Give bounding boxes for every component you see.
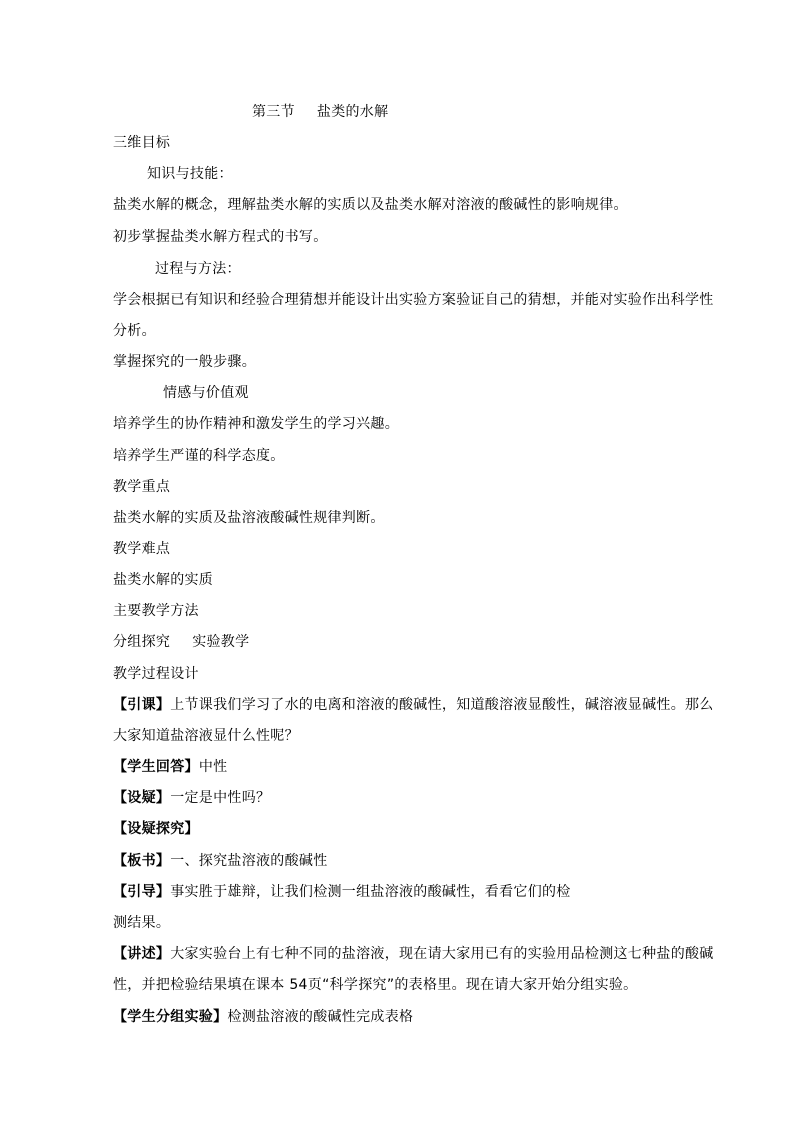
key-points-heading: 教学重点 [113, 479, 171, 495]
process-method-item-2: 掌握探究的一般步骤。 [113, 354, 256, 370]
process-design-heading: 教学过程设计 [113, 666, 199, 682]
section-topic: 盐类的水解 [316, 104, 389, 120]
answer-text: 中性 [198, 759, 228, 775]
key-points-text: 盐类水解的实质及盐溶液酸碱性规律判断。 [113, 510, 385, 526]
knowledge-heading: 知识与技能： [147, 166, 233, 182]
guide-tag: 【引导】 [113, 884, 171, 900]
intro-tag: 【引课】 [113, 697, 171, 713]
intro-text-a: 上节课我们学习了水的电离和溶液的酸碱性，知道酸溶液显酸性，碱溶液显碱性。那么 [170, 697, 714, 713]
process-method-item-1a: 学会根据已有知识和经验合理猜想并能设计出实验方案验证自己的猜想，并能对实验作出科学性 [113, 292, 714, 308]
method-item-1: 分组探究 [113, 634, 171, 650]
emotion-item-1: 培养学生的协作精神和激发学生的学习兴趣。 [113, 416, 399, 432]
explain-text-b: 性，并把检验结果填在课本 54页“科学探究”的表格里。现在请大家开始分组实验。 [113, 977, 638, 993]
guide-line-a [113, 882, 571, 902]
answer-line [113, 757, 227, 777]
doubt-line [113, 788, 270, 808]
answer-tag: 【学生回答】 [113, 759, 199, 775]
explain-text-a: 大家实验台上有七种不同的盐溶液，现在请大家用已有的实验用品检测这七种盐的酸碱 [170, 946, 714, 962]
board-tag: 【板书】 [113, 853, 171, 869]
process-method-item-1b: 分析。 [113, 323, 156, 339]
page-title [252, 102, 388, 122]
objectives-heading: 三维目标 [113, 135, 171, 151]
difficulties-text: 盐类水解的实质 [113, 572, 214, 588]
methods-list [113, 632, 249, 652]
methods-heading: 主要教学方法 [113, 603, 199, 619]
emotion-heading: 情感与价值观 [163, 385, 249, 401]
doubt-tag: 【设疑】 [113, 790, 171, 806]
group-tag: 【学生分组实验】 [113, 1009, 228, 1025]
section-number: 第三节 [252, 104, 295, 120]
difficulties-heading: 教学难点 [113, 541, 171, 557]
knowledge-item-1: 盐类水解的概念，理解盐类水解的实质以及盐类水解对溶液的酸碱性的影响规律。 [113, 197, 628, 213]
board-line [113, 851, 328, 871]
knowledge-item-2: 初步掌握盐类水解方程式的书写。 [113, 229, 328, 245]
explain-line-a [113, 944, 714, 964]
explore-line [113, 819, 199, 839]
guide-text-b: 测结果。 [113, 915, 171, 931]
intro-text-b: 大家知道盐溶液显什么性呢？ [113, 728, 299, 744]
group-text: 检测盐溶液的酸碱性完成表格 [227, 1009, 414, 1025]
explore-tag: 【设疑探究】 [113, 821, 199, 837]
process-method-heading: 过程与方法： [155, 261, 241, 277]
board-text: 一、探究盐溶液的酸碱性 [170, 853, 328, 869]
explain-tag: 【讲述】 [113, 946, 171, 962]
guide-text-a: 事实胜于雄辩，让我们检测一组盐溶液的酸碱性，看看它们的检 [170, 884, 571, 900]
intro-line-a [113, 695, 714, 715]
method-item-2: 实验教学 [192, 634, 250, 650]
group-line [113, 1007, 413, 1027]
doubt-text: 一定是中性吗？ [170, 790, 271, 806]
emotion-item-2: 培养学生严谨的科学态度。 [113, 448, 285, 464]
